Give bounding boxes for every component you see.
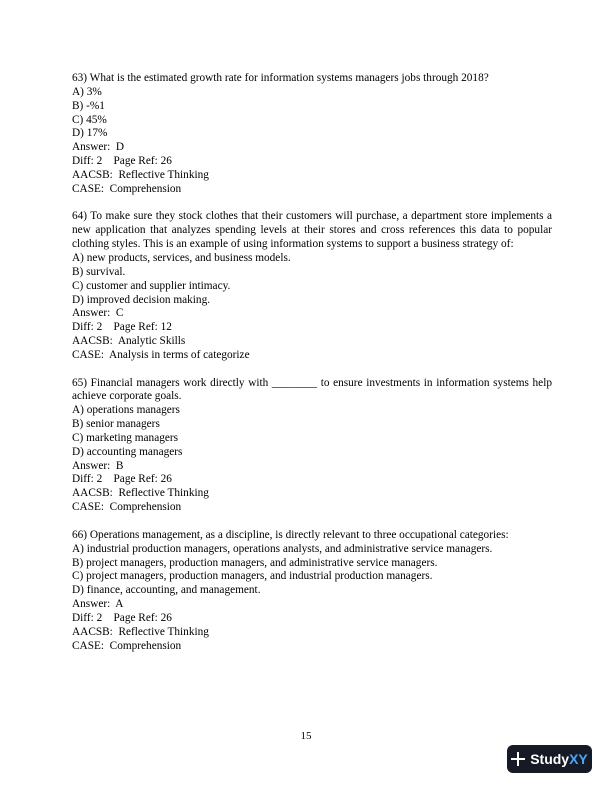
aacsb: AACSB: Analytic Skills <box>72 335 186 348</box>
difficulty: Diff: 2 Page Ref: 26 <box>72 611 172 624</box>
case: CASE: Analysis in terms of categorize <box>72 348 250 361</box>
question-64 <box>72 210 555 362</box>
question-65 <box>72 376 555 515</box>
question-stem: 66) Operations management, as a discipline, is directly relevant to three occupational categories: <box>72 528 509 541</box>
answer: Answer: B <box>72 459 124 472</box>
question-63 <box>72 72 552 197</box>
question-stem: 64) To make sure they stock clothes that their customers will purchase, a department store implements a new application that analyzes spending levels at their stores and cross references this data to popular clothing styles. This is an example of using information systems to support a business strategy of: <box>72 210 555 251</box>
option-b: B) survival. <box>72 265 126 278</box>
option-c: C) 45% <box>72 113 107 126</box>
aacsb: AACSB: Reflective Thinking <box>72 168 209 181</box>
brand-name: Study <box>530 751 570 767</box>
option-c: C) project managers, production managers, and industrial production managers. <box>72 570 433 583</box>
answer: Answer: C <box>72 307 124 320</box>
question-stem: 65) Financial managers work directly with ________ to ensure investments in information systems help achieve corporate goals. <box>72 376 555 403</box>
document-page <box>72 72 555 667</box>
option-a: A) operations managers <box>72 404 180 417</box>
difficulty: Diff: 2 Page Ref: 26 <box>72 155 172 168</box>
option-d: D) improved decision making. <box>72 293 211 306</box>
plus-icon <box>511 752 525 766</box>
option-b: B) -%1 <box>72 99 105 112</box>
option-d: D) accounting managers <box>72 445 183 458</box>
case: CASE: Comprehension <box>72 639 182 652</box>
option-b: B) project managers, production managers, and administrative service managers. <box>72 556 438 569</box>
option-a: A) new products, services, and business models. <box>72 251 291 264</box>
answer: Answer: A <box>72 598 124 611</box>
question-66 <box>72 529 552 654</box>
studyxy-logo[interactable] <box>507 745 592 773</box>
page-number: 15 <box>300 730 312 742</box>
difficulty: Diff: 2 Page Ref: 12 <box>72 321 172 334</box>
option-c: C) marketing managers <box>72 431 179 444</box>
option-a: A) 3% <box>72 85 102 98</box>
case: CASE: Comprehension <box>72 501 182 514</box>
option-b: B) senior managers <box>72 418 160 431</box>
option-c: C) customer and supplier intimacy. <box>72 279 231 292</box>
aacsb: AACSB: Reflective Thinking <box>72 487 209 500</box>
answer: Answer: D <box>72 141 125 154</box>
option-a: A) industrial production managers, operations analysts, and administrative service managers. <box>72 542 493 555</box>
question-stem: 63) What is the estimated growth rate for information systems managers jobs through 2018? <box>72 72 489 84</box>
brand-name-accent: XY <box>569 751 588 767</box>
case: CASE: Comprehension <box>72 182 182 195</box>
option-d: D) 17% <box>72 127 108 140</box>
option-d: D) finance, accounting, and management. <box>72 584 261 597</box>
aacsb: AACSB: Reflective Thinking <box>72 625 209 638</box>
difficulty: Diff: 2 Page Ref: 26 <box>72 473 172 486</box>
